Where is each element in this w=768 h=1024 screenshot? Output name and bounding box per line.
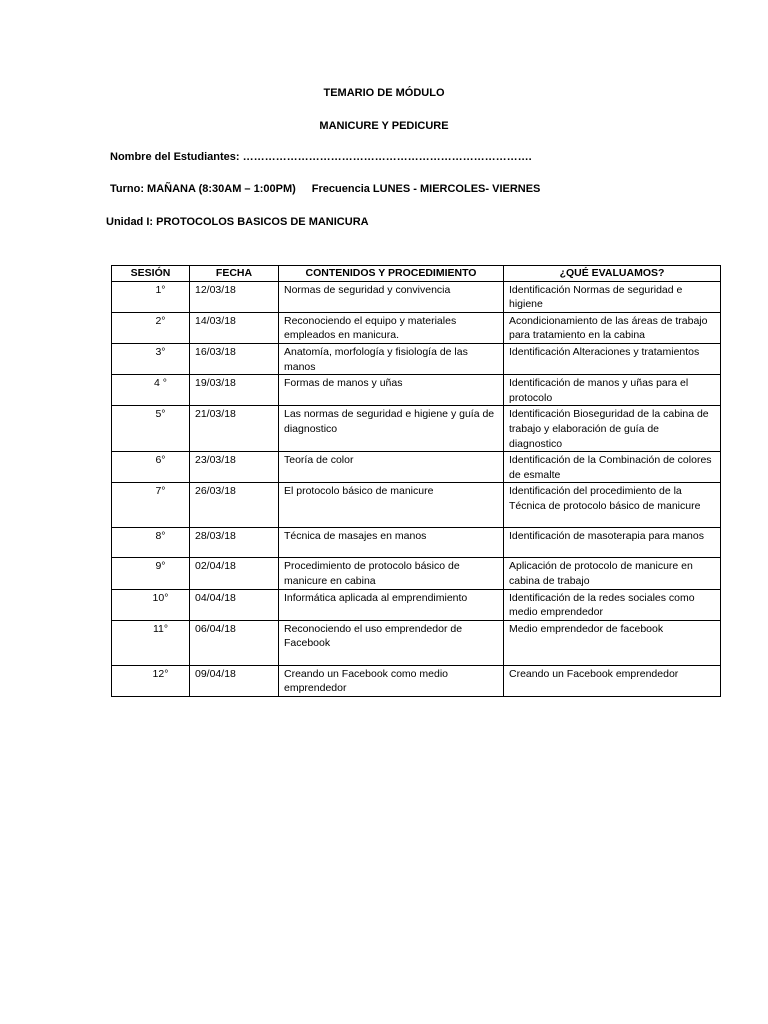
sesion-cell: 6° <box>112 452 190 483</box>
contenido-cell: Técnica de masajes en manos <box>279 528 504 558</box>
evaluamos-cell: Identificación Alteraciones y tratamientos <box>504 343 721 374</box>
sesion-cell: 7° <box>112 483 190 528</box>
sesion-cell: 10° <box>112 589 190 620</box>
contenido-cell: Informática aplicada al emprendimiento <box>279 589 504 620</box>
student-name-line: Nombre del Estudiantes: ……………………………………………………………………. <box>110 151 532 163</box>
sesion-cell: 12° <box>112 665 190 696</box>
table-row <box>112 589 721 620</box>
table-row <box>112 452 721 483</box>
column-header-evaluamos: ¿QUÉ EVALUAMOS? <box>504 266 721 282</box>
sesion-cell: 1° <box>112 281 190 312</box>
evaluamos-cell: Identificación de la redes sociales como medio emprendedor <box>504 589 721 620</box>
sesion-cell: 11° <box>112 620 190 665</box>
evaluamos-cell: Acondicionamiento de las áreas de trabajo para tratamiento en la cabina <box>504 312 721 343</box>
table-row <box>112 558 721 589</box>
table-row <box>112 665 721 696</box>
table-row <box>112 343 721 374</box>
fecha-cell: 09/04/18 <box>190 665 279 696</box>
column-header-contenidos: CONTENIDOS Y PROCEDIMIENTO <box>279 266 504 282</box>
fecha-cell: 02/04/18 <box>190 558 279 589</box>
contenido-cell: El protocolo básico de manicure <box>279 483 504 528</box>
contenido-cell: Creando un Facebook como medio emprendedor <box>279 665 504 696</box>
contenido-cell: Teoría de color <box>279 452 504 483</box>
evaluamos-cell: Identificación Bioseguridad de la cabina de trabajo y elaboración de guía de diagnostico <box>504 406 721 452</box>
table-row <box>112 620 721 665</box>
fecha-cell: 28/03/18 <box>190 528 279 558</box>
fecha-cell: 12/03/18 <box>190 281 279 312</box>
evaluamos-cell: Identificación de manos y uñas para el protocolo <box>504 375 721 406</box>
contenido-cell: Procedimiento de protocolo básico de manicure en cabina <box>279 558 504 589</box>
table-row <box>112 375 721 406</box>
sesion-cell: 5° <box>112 406 190 452</box>
table-row <box>112 406 721 452</box>
document-title: TEMARIO DE MÓDULO <box>323 87 445 99</box>
fecha-cell: 21/03/18 <box>190 406 279 452</box>
table-row <box>112 483 721 528</box>
fecha-cell: 06/04/18 <box>190 620 279 665</box>
contenido-cell: Formas de manos y uñas <box>279 375 504 406</box>
sesion-cell: 9° <box>112 558 190 589</box>
table-header-row <box>112 266 721 282</box>
fecha-cell: 14/03/18 <box>190 312 279 343</box>
evaluamos-cell: Creando un Facebook emprendedor <box>504 665 721 696</box>
contenido-cell: Reconociendo el equipo y materiales empleados en manicura. <box>279 312 504 343</box>
contenido-cell: Anatomía, morfología y fisiología de las manos <box>279 343 504 374</box>
fecha-cell: 23/03/18 <box>190 452 279 483</box>
table-row <box>112 281 721 312</box>
evaluamos-cell: Medio emprendedor de facebook <box>504 620 721 665</box>
syllabus-table <box>111 265 721 697</box>
document-subtitle: MANICURE Y PEDICURE <box>319 120 449 132</box>
column-header-sesion: SESIÓN <box>112 266 190 282</box>
unit-heading: Unidad I: PROTOCOLOS BASICOS DE MANICURA <box>106 216 369 228</box>
contenido-cell: Reconociendo el uso emprendedor de Facebook <box>279 620 504 665</box>
evaluamos-cell: Identificación de masoterapia para manos <box>504 528 721 558</box>
sesion-cell: 4 ° <box>112 375 190 406</box>
frecuencia-text: Frecuencia LUNES - MIERCOLES- VIERNES <box>311 183 541 195</box>
evaluamos-cell: Identificación del procedimiento de la Técnica de protocolo básico de manicure <box>504 483 721 528</box>
column-header-fecha: FECHA <box>190 266 279 282</box>
sesion-cell: 3° <box>112 343 190 374</box>
contenido-cell: Las normas de seguridad e higiene y guía de diagnostico <box>279 406 504 452</box>
turno-text: Turno: MAÑANA (8:30AM – 1:00PM) <box>110 183 296 195</box>
sesion-cell: 2° <box>112 312 190 343</box>
sesion-cell: 8° <box>112 528 190 558</box>
evaluamos-cell: Aplicación de protocolo de manicure en cabina de trabajo <box>504 558 721 589</box>
evaluamos-cell: Identificación de la Combinación de colores de esmalte <box>504 452 721 483</box>
schedule-line <box>110 183 540 195</box>
fecha-cell: 26/03/18 <box>190 483 279 528</box>
fecha-cell: 19/03/18 <box>190 375 279 406</box>
contenido-cell: Normas de seguridad y convivencia <box>279 281 504 312</box>
fecha-cell: 04/04/18 <box>190 589 279 620</box>
table-row <box>112 528 721 558</box>
table-row <box>112 312 721 343</box>
evaluamos-cell: Identificación Normas de seguridad e higiene <box>504 281 721 312</box>
fecha-cell: 16/03/18 <box>190 343 279 374</box>
